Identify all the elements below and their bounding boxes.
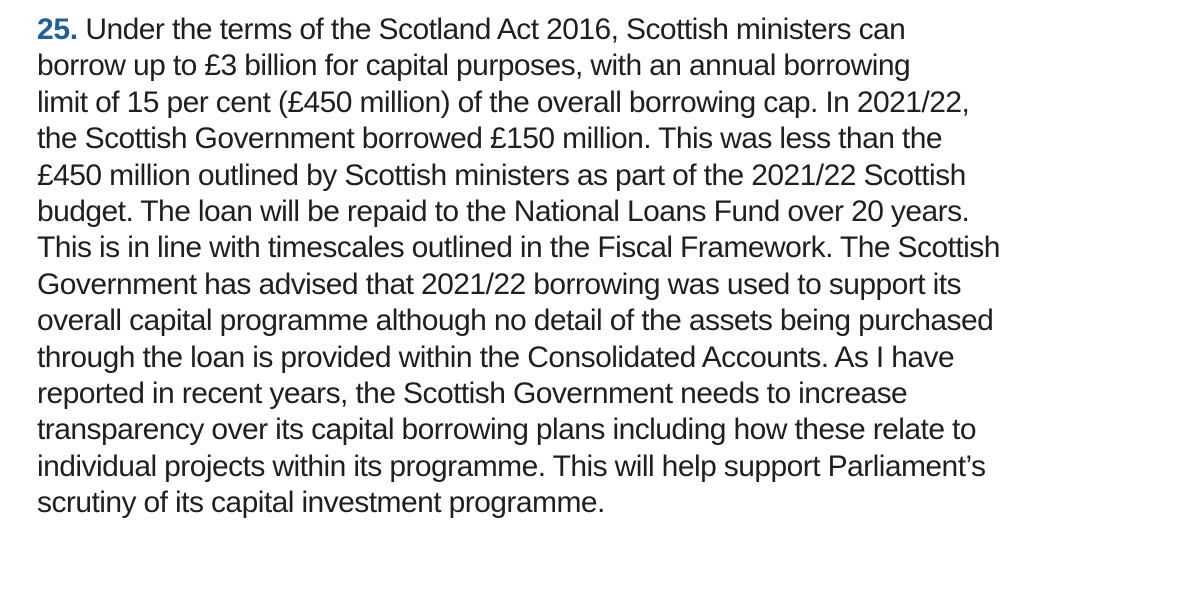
paragraph-line: individual projects within its programme. This will help support Parliament’s [37, 449, 986, 483]
paragraph-line: borrow up to £3 billion for capital purposes, with an annual borrowing [37, 49, 911, 83]
paragraph-line [37, 12, 1000, 48]
paragraph-line: This is in line with timescales outlined in the Fiscal Framework. The Scottish [37, 231, 1000, 265]
paragraph-line: Government has advised that 2021/22 borrowing was used to support its [37, 267, 961, 301]
paragraph-line: £450 million outlined by Scottish ministers as part of the 2021/22 Scottish [37, 158, 966, 192]
paragraph-line: limit of 15 per cent (£450 million) of the overall borrowing cap. In 2021/22, [37, 85, 970, 119]
paragraph-line: through the loan is provided within the Consolidated Accounts. As I have [37, 340, 955, 374]
paragraph-line: overall capital programme although no detail of the assets being purchased [37, 304, 994, 338]
paragraph-line: scrutiny of its capital investment programme. [37, 486, 605, 520]
paragraph-number: 25. [37, 13, 78, 46]
paragraph-line: the Scottish Government borrowed £150 million. This was less than the [37, 122, 942, 156]
paragraph-25 [37, 12, 1000, 522]
paragraph-line: budget. The loan will be repaid to the National Loans Fund over 20 years. [37, 195, 970, 229]
paragraph-line: transparency over its capital borrowing plans including how these relate to [37, 413, 976, 447]
paragraph-line: reported in recent years, the Scottish Government needs to increase [37, 377, 908, 411]
line-text: Under the terms of the Scotland Act 2016, Scottish ministers can [77, 13, 906, 46]
